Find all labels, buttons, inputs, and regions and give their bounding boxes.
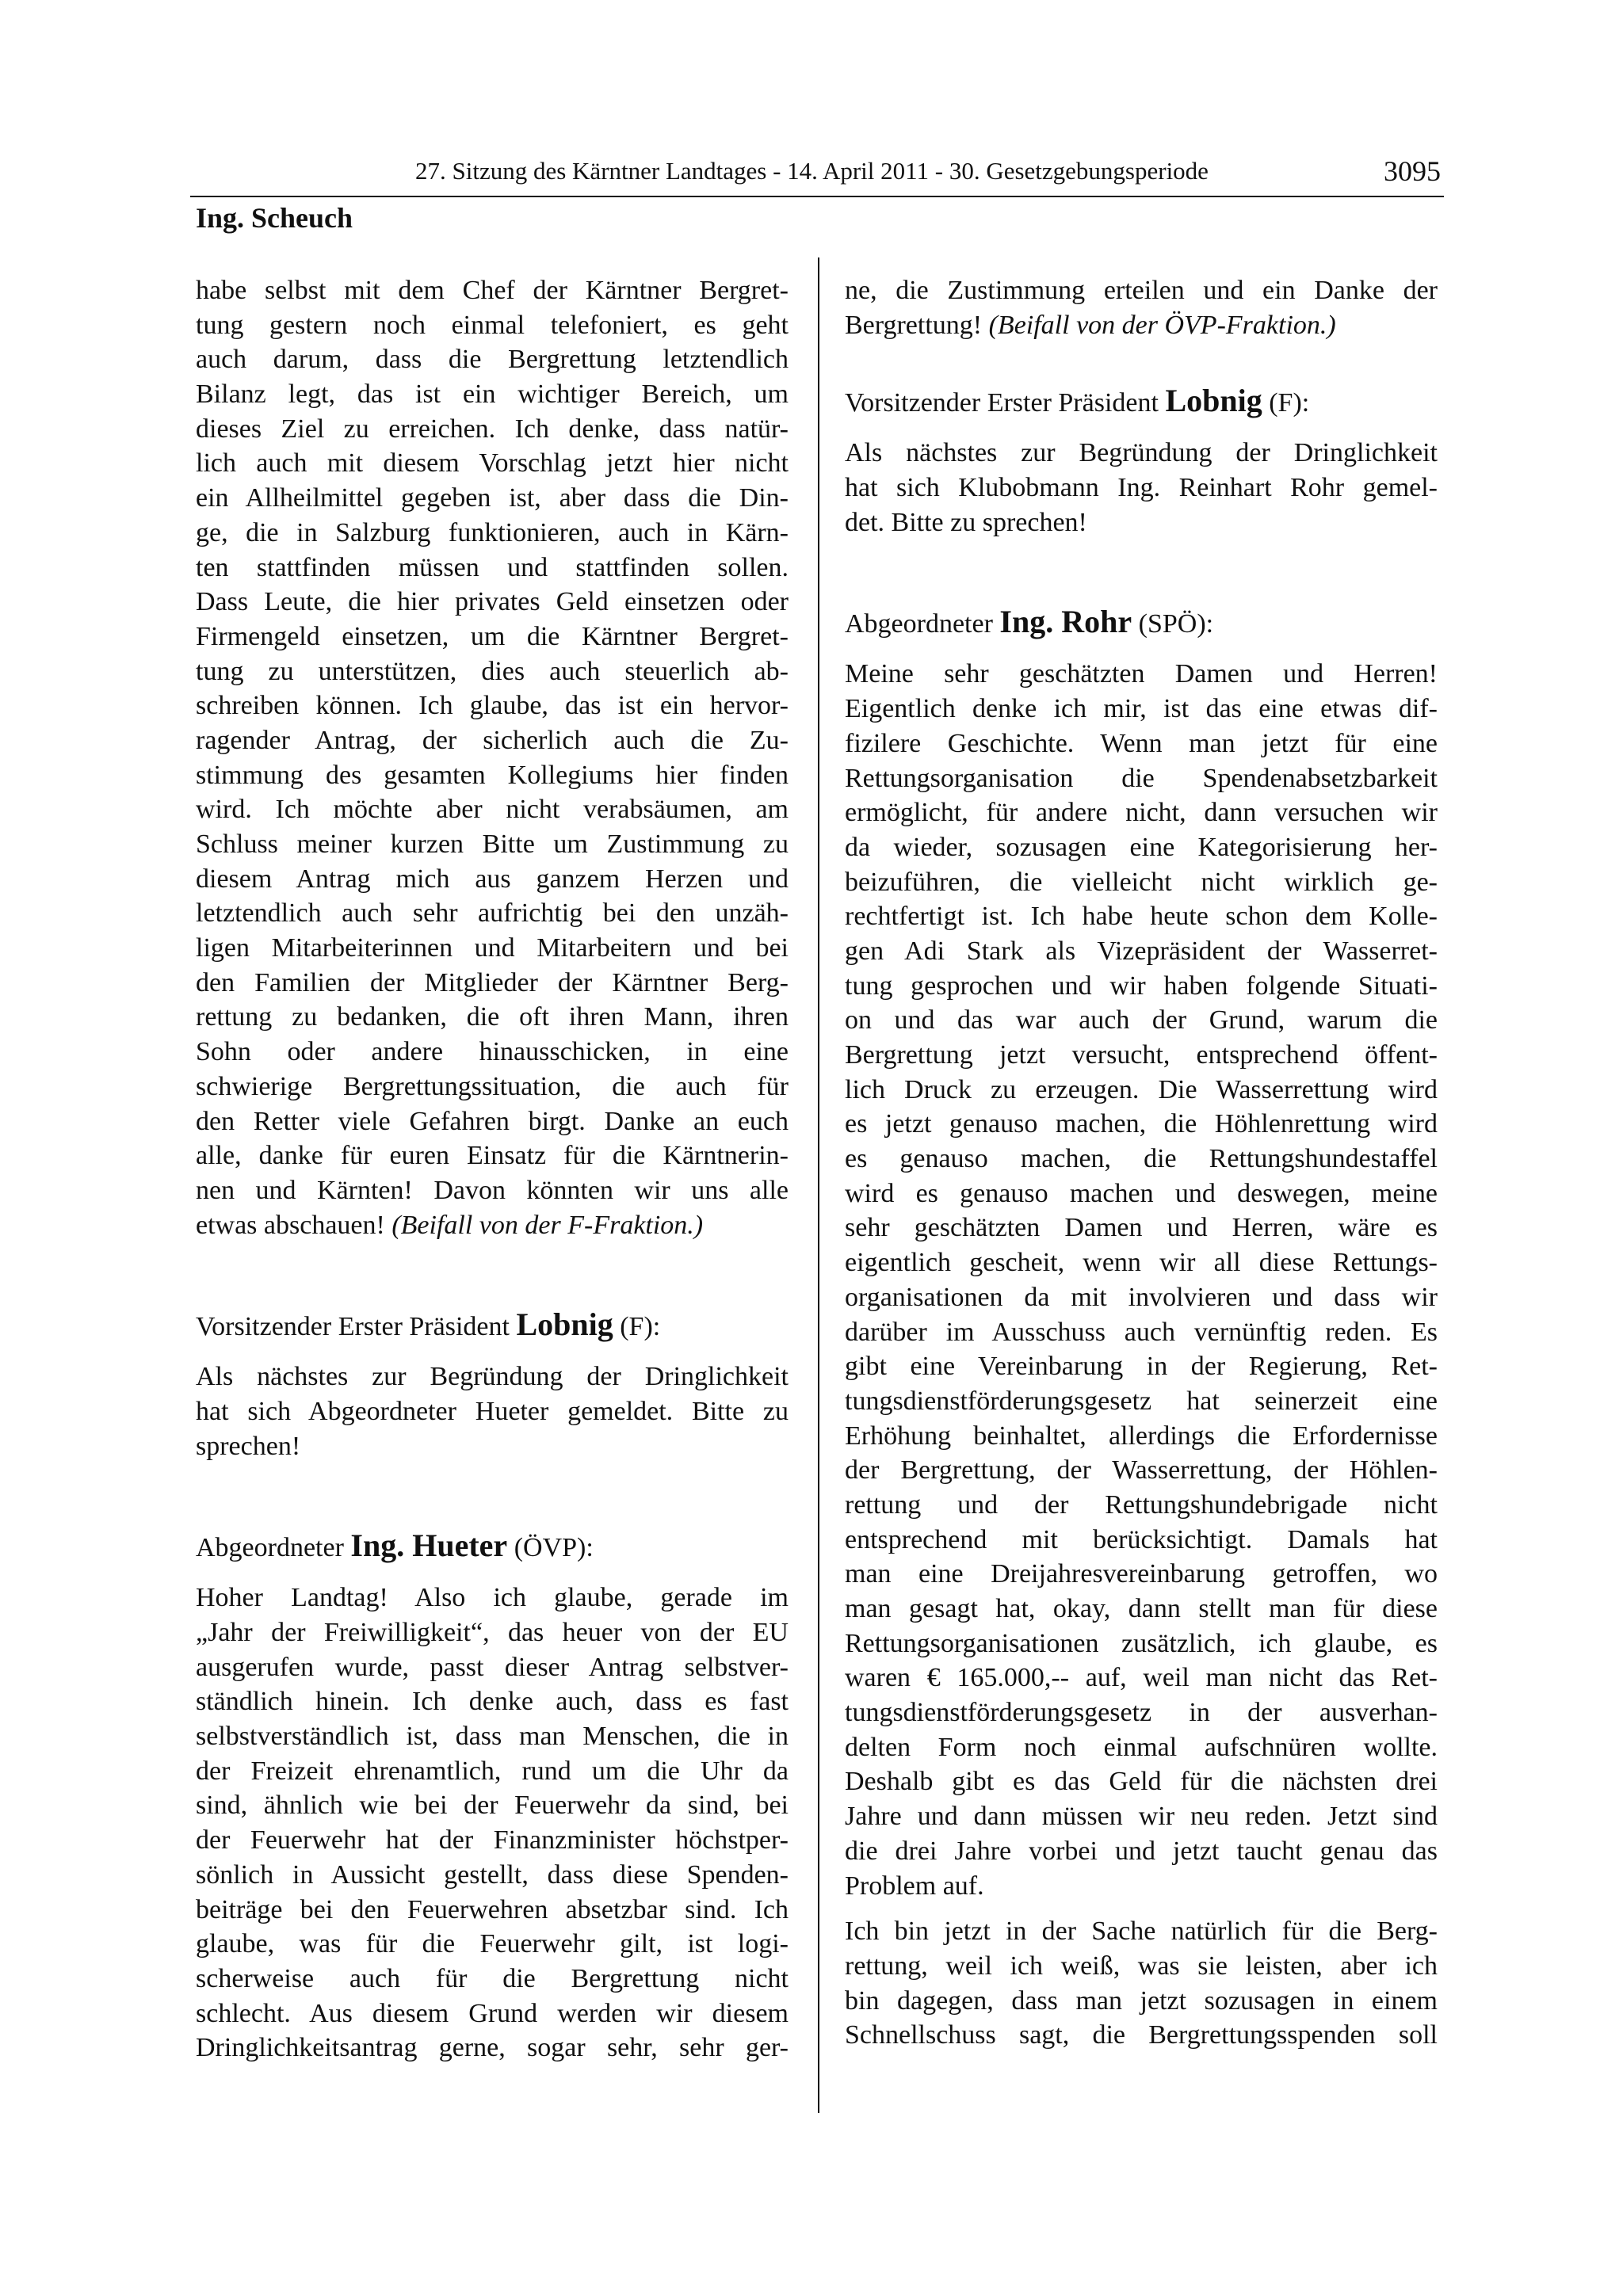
text-line: Schluss meiner kurzen Bitte um Zustimmung zu — [196, 830, 789, 859]
text-line: tung gesprochen und wir haben folgende Situati- — [845, 971, 1438, 1001]
speaker-name: Lobnig — [516, 1306, 613, 1343]
text-line — [196, 1208, 789, 1243]
column-divider — [818, 257, 819, 2113]
text-line: Deshalb gibt es das Geld für die nächsten drei — [845, 1767, 1438, 1797]
speaker-heading — [196, 1307, 789, 1344]
right-paragraph-3 — [845, 657, 1438, 1903]
text-line: lich auch mit diesem Vorschlag jetzt hier nicht — [196, 448, 789, 479]
speaker-heading — [196, 1528, 789, 1565]
text-line: ligen Mitarbeiterinnen und Mitarbeitern und bei — [196, 933, 789, 963]
text-line: Als nächstes zur Begründung der Dringlichkeit — [845, 438, 1438, 468]
right-paragraph-4 — [845, 1914, 1438, 2053]
text-line: der Feuerwehr hat der Finanzminister höchstper- — [196, 1825, 789, 1855]
text-line: darüber im Ausschuss auch vernünftig reden. Es — [845, 1317, 1438, 1347]
text-line: beiträge bei den Feuerwehren absetzbar sind. Ich — [196, 1894, 789, 1924]
text-line: Bergrettung jetzt versucht, entsprechend öffent- — [845, 1040, 1438, 1070]
text-line: ausgerufen wurde, passt dieser Antrag selbstver- — [196, 1652, 789, 1682]
text-line: ragender Antrag, der sicherlich auch die Zu- — [196, 725, 789, 755]
left-paragraph-3 — [196, 1581, 789, 2065]
text-line: on und das war auch der Grund, warum die — [845, 1005, 1438, 1035]
text-line: organisationen da mit involvieren und dass wir — [845, 1282, 1438, 1312]
text-line: Firmengeld einsetzen, um die Kärntner Bergret- — [196, 621, 789, 651]
text-line: die drei Jahre vorbei und jetzt taucht genau das — [845, 1836, 1438, 1866]
text-line: ein Allheilmittel gegeben ist, aber dass die Din- — [196, 483, 789, 513]
text-line: Als nächstes zur Begründung der Dringlichkeit — [196, 1362, 789, 1392]
text-line: rettung, weil ich weiß, was sie leisten, aber ich — [845, 1951, 1438, 1981]
speaker-heading — [845, 383, 1438, 420]
text-line: selbstverständlich ist, dass man Menschen, die in — [196, 1722, 789, 1752]
text-line: ständlich hinein. Ich denke auch, dass es fast — [196, 1687, 789, 1717]
text-line: sönlich in Aussicht gestellt, dass diese Spenden- — [196, 1859, 789, 1890]
text-line: tungsdienstförderungsgesetz hat seinerzeit eine — [845, 1386, 1438, 1416]
text-line: Dringlichkeitsantrag gerne, sogar sehr, sehr ger- — [196, 2033, 789, 2063]
text-line: sehr geschätzten Damen und Herren, wäre es — [845, 1213, 1438, 1243]
page-number: 3095 — [1384, 155, 1441, 187]
text-line: hat sich Klubobmann Ing. Reinhart Rohr gemel- — [845, 473, 1438, 503]
text-line: auch darum, dass die Bergrettung letztendlich — [196, 345, 789, 375]
text-line: diesem Antrag mich aus ganzem Herzen und — [196, 864, 789, 894]
text-line: schreiben können. Ich glaube, das ist ein hervor- — [196, 691, 789, 721]
text-line: wird. Ich möchte aber nicht verabsäumen, am — [196, 795, 789, 825]
text-line: waren € 165.000,-- auf, weil man nicht das Ret- — [845, 1663, 1438, 1693]
text-line: schlecht. Aus diesem Grund werden wir diesem — [196, 1998, 789, 2028]
speaker-party: (ÖVP): — [514, 1533, 594, 1563]
running-speaker-name: Ing. Scheuch — [196, 202, 353, 234]
text-line: es genauso machen, die Rettungshundestaffel — [845, 1144, 1438, 1174]
text-line: beizuführen, die vielleicht nicht wirklich ge- — [845, 867, 1438, 897]
text-line: dieses Ziel zu erreichen. Ich denke, dass natür- — [196, 414, 789, 444]
text-line: Bilanz legt, das ist ein wichtiger Bereich, um — [196, 379, 789, 410]
text-line: Problem auf. — [845, 1871, 984, 1901]
right-paragraph-2 — [845, 436, 1438, 540]
text-line: nen und Kärnten! Davon könnten wir uns alle — [196, 1175, 789, 1205]
text-line: sprechen! — [196, 1431, 301, 1461]
text-line: schwierige Bergrettungssituation, die auch für — [196, 1071, 789, 1101]
text-line: man gesagt hat, okay, dann stellt man für diese — [845, 1594, 1438, 1623]
right-paragraph-1 — [845, 273, 1438, 342]
text-line: tung zu unterstützen, dies auch steuerlich ab- — [196, 656, 789, 686]
text-line: Meine sehr geschätzten Damen und Herren! — [845, 659, 1438, 689]
text-line: Rettungsorganisation die Spendenabsetzbarkeit — [845, 763, 1438, 793]
text-line: man eine Dreijahresvereinbarung getroffen, wo — [845, 1559, 1438, 1589]
text-line: sind, ähnlich wie bei der Feuerwehr da sind, bei — [196, 1791, 789, 1821]
left-column — [196, 273, 789, 2065]
text-line: det. Bitte zu sprechen! — [845, 507, 1087, 537]
text-line: delten Form noch einmal aufschnüren wollte. — [845, 1732, 1438, 1762]
text-line: ermöglicht, für andere nicht, dann versuchen wir — [845, 798, 1438, 828]
applause-note: (Beifall von der ÖVP-Fraktion.) — [988, 310, 1336, 340]
text-line: gen Adi Stark als Vizepräsident der Wasserret- — [845, 936, 1438, 966]
text-line: ten stattfinden müssen und stattfinden sollen. — [196, 552, 789, 582]
text-line: Ich bin jetzt in der Sache natürlich für die Berg- — [845, 1917, 1438, 1947]
text-line: scherweise auch für die Bergrettung nicht — [196, 1963, 789, 1993]
text-line: Hoher Landtag! Also ich glaube, gerade im — [196, 1583, 789, 1613]
speaker-role: Vorsitzender Erster Präsident — [196, 1312, 510, 1342]
applause-note: (Beifall von der F-Fraktion.) — [391, 1210, 704, 1240]
text-line: Jahre und dann müssen wir neu reden. Jetzt sind — [845, 1802, 1438, 1832]
speaker-party: (F): — [1269, 388, 1310, 418]
text-fragment: Bergrettung! — [845, 310, 983, 340]
text-line: bin dagegen, dass man jetzt sozusagen in einem — [845, 1985, 1438, 2016]
text-line: rechtfertigt ist. Ich habe heute schon dem Kolle- — [845, 902, 1438, 932]
text-line: es jetzt genauso machen, die Höhlenrettung wird — [845, 1109, 1438, 1139]
text-line: gibt eine Vereinbarung in der Regierung, Ret- — [845, 1352, 1438, 1382]
text-line: Rettungsorganisationen zusätzlich, ich glaube, es — [845, 1628, 1438, 1658]
speaker-party: (F): — [620, 1312, 661, 1342]
text-line: entsprechend mit berücksichtigt. Damals hat — [845, 1524, 1438, 1554]
text-line: ge, die in Salzburg funktionieren, auch in Kärn- — [196, 517, 789, 547]
text-line: Sohn oder andere hinausschicken, in eine — [196, 1037, 789, 1067]
text-line: rettung und der Rettungshundebrigade nicht — [845, 1489, 1438, 1520]
text-line: Eigentlich denke ich mir, ist das eine etwas dif- — [845, 694, 1438, 724]
text-fragment: etwas abschauen! — [196, 1210, 385, 1240]
speaker-role: Abgeordneter — [196, 1533, 344, 1563]
right-column — [845, 273, 1438, 2053]
text-line: habe selbst mit dem Chef der Kärntner Bergret- — [196, 276, 789, 305]
text-line: alle, danke für euren Einsatz für die Kärntnerin- — [196, 1141, 789, 1171]
text-line: fizilere Geschichte. Wenn man jetzt für eine — [845, 728, 1438, 758]
text-line: Erhöhung beinhaltet, allerdings die Erfordernisse — [845, 1421, 1438, 1451]
text-line: tung gestern noch einmal telefoniert, es geht — [196, 310, 789, 340]
text-line: Schnellschuss sagt, die Bergrettungsspenden soll — [845, 2020, 1438, 2050]
text-line: Dass Leute, die hier privates Geld einsetzen oder — [196, 587, 789, 617]
text-line: rettung zu bedanken, die oft ihren Mann, ihren — [196, 1002, 789, 1032]
text-line: „Jahr der Freiwilligkeit“, das heuer von der EU — [196, 1618, 789, 1647]
text-line: ne, die Zustimmung erteilen und ein Danke der — [845, 276, 1438, 305]
speaker-heading — [845, 605, 1438, 641]
page-header — [190, 154, 1444, 197]
left-paragraph-1 — [196, 273, 789, 1242]
text-line: den Retter viele Gefahren birgt. Danke an euch — [196, 1106, 789, 1136]
text-line: da wieder, sozusagen eine Kategorisierung her- — [845, 832, 1438, 862]
text-line: wird es genauso machen und deswegen, meine — [845, 1178, 1438, 1208]
text-line: lich Druck zu erzeugen. Die Wasserrettung wird — [845, 1074, 1438, 1104]
text-line — [845, 308, 1438, 343]
speaker-name: Ing. Rohr — [999, 604, 1132, 640]
text-line: den Familien der Mitglieder der Kärntner Berg- — [196, 967, 789, 997]
speaker-role: Vorsitzender Erster Präsident — [845, 388, 1159, 418]
session-title: 27. Sitzung des Kärntner Landtages - 14. April 2011 - 30. Gesetzgebungsperiode — [415, 157, 1209, 185]
left-paragraph-2 — [196, 1360, 789, 1463]
speaker-role: Abgeordneter — [845, 609, 993, 639]
text-line: hat sich Abgeordneter Hueter gemeldet. Bitte zu — [196, 1396, 789, 1426]
text-line: eigentlich gescheit, wenn wir all diese Rettungs- — [845, 1248, 1438, 1278]
text-line: der Freizeit ehrenamtlich, rund um die Uhr da — [196, 1756, 789, 1786]
speaker-party: (SPÖ): — [1138, 609, 1214, 639]
text-line: der Bergrettung, der Wasserrettung, der Höhlen- — [845, 1455, 1438, 1486]
speaker-name: Lobnig — [1165, 383, 1262, 419]
speaker-name: Ing. Hueter — [350, 1527, 508, 1564]
text-line: stimmung des gesamten Kollegiums hier finden — [196, 760, 789, 790]
text-line: glaube, was für die Feuerwehr gilt, ist logi- — [196, 1929, 789, 1959]
text-line: tungsdienstförderungsgesetz in der ausverhan- — [845, 1698, 1438, 1728]
text-line: letztendlich auch sehr aufrichtig bei den unzäh- — [196, 898, 789, 929]
